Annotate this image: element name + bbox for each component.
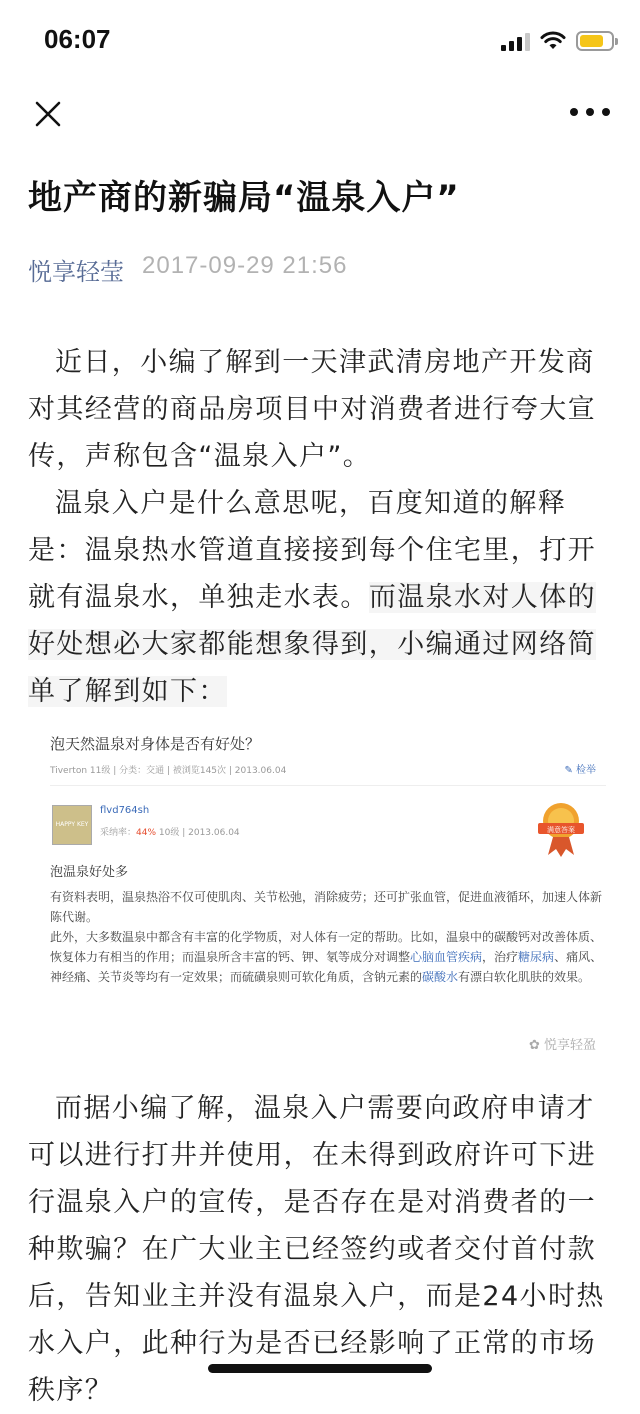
status-time: 06:07 — [44, 24, 111, 54]
badge-label: 满意答案 — [547, 825, 575, 834]
close-button[interactable] — [30, 96, 66, 132]
answer-username: flvd764sh — [100, 804, 150, 816]
highlighted-text: 而温泉水对人体的好处想必大家都能想象得到，小编通过网络简单了解到如下： — [28, 581, 597, 707]
wifi-icon — [540, 31, 566, 51]
answer-text: 、痛风、神经痛、关节炎等均有一定效果；而硫磺泉则可软化角质，含钠元素的 — [50, 949, 603, 984]
article-meta — [28, 252, 618, 287]
watermark-text: 悦享轻盈 — [543, 1037, 596, 1053]
trophy-icon — [534, 799, 588, 859]
question-meta: Tiverton 11级 | 分类：交通 | 被浏览145次 | 2013.06.04 — [50, 765, 287, 776]
answer-link: 心脑血管疾病 — [410, 949, 483, 964]
nav-bar — [0, 80, 640, 144]
answer-link: 糖尿病 — [518, 949, 555, 964]
more-icon-dot — [570, 108, 578, 116]
stats-suffix: 10级 | 2013.06.04 — [158, 827, 240, 838]
more-button[interactable] — [570, 100, 610, 124]
answer-text: 有漂白软化肌肤的效果。 — [458, 969, 591, 984]
status-bar — [0, 0, 640, 80]
answer-link: 碳酸水 — [422, 969, 459, 984]
report-label: 检举 — [576, 764, 596, 776]
question-title: 泡天然温泉对身体是否有好处？ — [50, 734, 261, 753]
answer-text: 此外，大多数温泉中都含有丰富的化学物质，对人体有一定的帮助。比如，温泉中的碳酸钙对改善体质、恢复体力有相当的作用；而温泉所含丰富的钙、钾、氡等成分对调整 — [50, 929, 603, 964]
embedded-screenshot — [28, 721, 618, 1061]
avatar: HAPPY KEY — [52, 805, 92, 845]
publish-date: 2017-09-29 21:56 — [142, 251, 348, 279]
article-title: 地产商的新骗局“温泉入户” — [28, 178, 460, 218]
battery-icon — [576, 31, 614, 51]
divider — [50, 785, 606, 786]
battery-fill — [580, 35, 603, 47]
answer-paragraph — [50, 927, 610, 987]
paragraph-conclusion: 而据小编了解，温泉入户需要向政府申请才可以进行打井并使用，在未得到政府许可下进行温泉入户的宣传，是否存在是对消费者的一种欺骗？在广大业主已经签约或者交付首付款后，告知业主并没有温泉入户，而是24小时热水入户，此种行为是否已经影响了正常的市场秩序？ — [28, 1092, 605, 1406]
paragraph-definition — [28, 480, 618, 715]
author-link[interactable]: 悦享轻莹 — [28, 257, 124, 286]
stats-prefix: 采纳率： — [100, 827, 137, 838]
answer-text: ，治疗 — [482, 949, 519, 964]
article — [28, 176, 618, 1414]
close-icon — [30, 96, 66, 132]
answer-heading: 泡温泉好处多 — [50, 864, 129, 880]
paragraph-intro: 近日，小编了解到一天津武清房地产开发商对其经营的商品房项目中对消费者进行夸大宣传，声称包含“温泉入户”。 — [28, 346, 596, 472]
paragraph-definition-text: 温泉入户是什么意思呢，百度知道的解释是：温泉热水管道直接接到每个住宅里，打开就有温泉水，单独走水表。 — [28, 487, 596, 613]
acceptance-rate: 44% — [136, 827, 157, 838]
status-icons — [501, 28, 614, 54]
signal-icon — [501, 31, 530, 51]
answer-body — [50, 863, 610, 987]
answer-stats — [100, 825, 240, 838]
report-link: ✎ 检举 — [564, 764, 596, 776]
watermark: ✿ 悦享轻盈 — [528, 1037, 596, 1053]
more-icon-dot — [602, 108, 610, 116]
answer-paragraph: 有资料表明，温泉热浴不仅可使肌肉、关节松弛，消除疲劳；还可扩张血管，促进血液循环，加速人体新陈代谢。 — [50, 889, 603, 924]
home-indicator[interactable] — [208, 1364, 432, 1373]
more-icon-dot — [586, 108, 594, 116]
